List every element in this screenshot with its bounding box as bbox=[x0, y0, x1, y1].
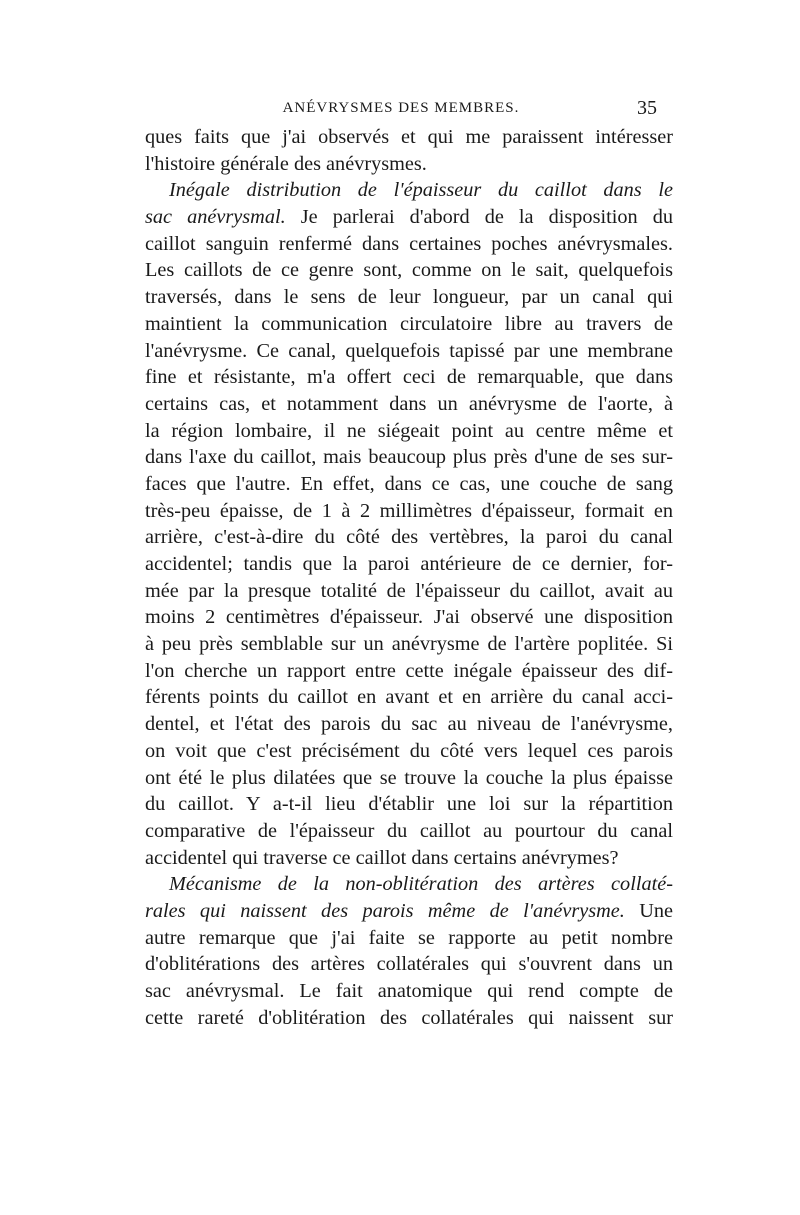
text-line: l'on cherche un rapport entre cette inégale épaisseur des dif- bbox=[145, 659, 673, 682]
text-line: rales qui naissent des parois même de l'anévrysme. Une bbox=[145, 899, 673, 922]
text-line: Les caillots de ce genre sont, comme on le sait, quelquefois bbox=[145, 259, 673, 282]
text-line: ont été le plus dilatées que se trouve la couche la plus épaisse bbox=[145, 766, 673, 789]
section-heading: rales qui naissent des parois même de l'anévrysme. bbox=[145, 899, 625, 922]
text-line: comparative de l'épaisseur du caillot au pourtour du canal bbox=[145, 819, 673, 842]
running-head bbox=[145, 97, 657, 122]
text-line: fine et résistante, m'a offert ceci de remarquable, que dans bbox=[145, 366, 673, 389]
text-line: la région lombaire, il ne siégeait point au centre même et bbox=[145, 419, 673, 442]
text-line: accidentel; tandis que la paroi antérieure de ce dernier, for- bbox=[145, 553, 673, 575]
text-line: certains cas, et notamment dans un anévrysme de l'aorte, à bbox=[145, 392, 673, 415]
text-line: caillot sanguin renfermé dans certaines poches anévrysmales. bbox=[145, 232, 673, 255]
body-text bbox=[145, 124, 673, 1031]
section-heading: sac anévrysmal. bbox=[145, 206, 286, 229]
text-line: cette rareté d'oblitération des collatérales qui naissent sur bbox=[145, 1006, 673, 1029]
text-line: accidentel qui traverse ce caillot dans certains anévrymes? bbox=[145, 846, 619, 869]
section-heading-line bbox=[145, 177, 673, 204]
section-heading: Mécanisme de la non-oblitération des artères collaté- bbox=[169, 873, 673, 896]
text-line: mée par la presque totalité de l'épaisseur du caillot, avait au bbox=[145, 579, 673, 602]
text-line: arrière, c'est-à-dire du côté des vertèbres, la paroi du canal bbox=[145, 526, 673, 549]
running-title: ANÉVRYSMES DES MEMBRES. bbox=[282, 100, 520, 116]
text-line: ques faits que j'ai observés et qui me paraissent intéresser bbox=[145, 126, 673, 148]
text-line: autre remarque que j'ai faite se rapporte au petit nombre bbox=[145, 926, 673, 949]
text-line: sac anévrysmal. Je parlerai d'abord de la disposition du bbox=[145, 206, 674, 229]
text-line: on voit que c'est précisément du côté vers lequel ces parois bbox=[145, 739, 673, 762]
text-line: d'oblitérations des artères collatérales qui s'ouvrent dans un bbox=[145, 953, 673, 976]
text-line: dentel, et l'état des parois du sac au niveau de l'anévrysme, bbox=[145, 713, 673, 736]
text-line: l'histoire générale des anévrysmes. bbox=[145, 152, 427, 175]
text-line: moins 2 centimètres d'épaisseur. J'ai observé une disposition bbox=[145, 606, 673, 629]
text-line: l'anévrysme. Ce canal, quelquefois tapissé par une membrane bbox=[145, 339, 673, 362]
text-line: traversés, dans le sens de leur longueur, par un canal qui bbox=[145, 286, 673, 309]
text-line: sac anévrysmal. Le fait anatomique qui rend compte de bbox=[145, 980, 673, 1002]
text-line: férents points du caillot en avant et en arrière du canal acci- bbox=[145, 686, 673, 709]
page-number: 35 bbox=[637, 97, 657, 119]
text-line: faces que l'autre. En effet, dans ce cas, une couche de sang bbox=[145, 472, 673, 495]
text-line: à peu près semblable sur un anévrysme de l'artère poplitée. Si bbox=[145, 633, 673, 656]
text-line: très-peu épaisse, de 1 à 2 millimètres d'épaisseur, formait en bbox=[145, 499, 673, 522]
text-line: du caillot. Y a-t-il lieu d'établir une loi sur la répartition bbox=[145, 793, 673, 816]
text-line: maintient la communication circulatoire libre au travers de bbox=[145, 312, 673, 335]
section-heading-line bbox=[145, 871, 673, 898]
section-heading: Inégale distribution de l'épaisseur du caillot dans le bbox=[169, 179, 673, 202]
text-line: dans l'axe du caillot, mais beaucoup plus près d'une de ses sur- bbox=[145, 446, 673, 469]
